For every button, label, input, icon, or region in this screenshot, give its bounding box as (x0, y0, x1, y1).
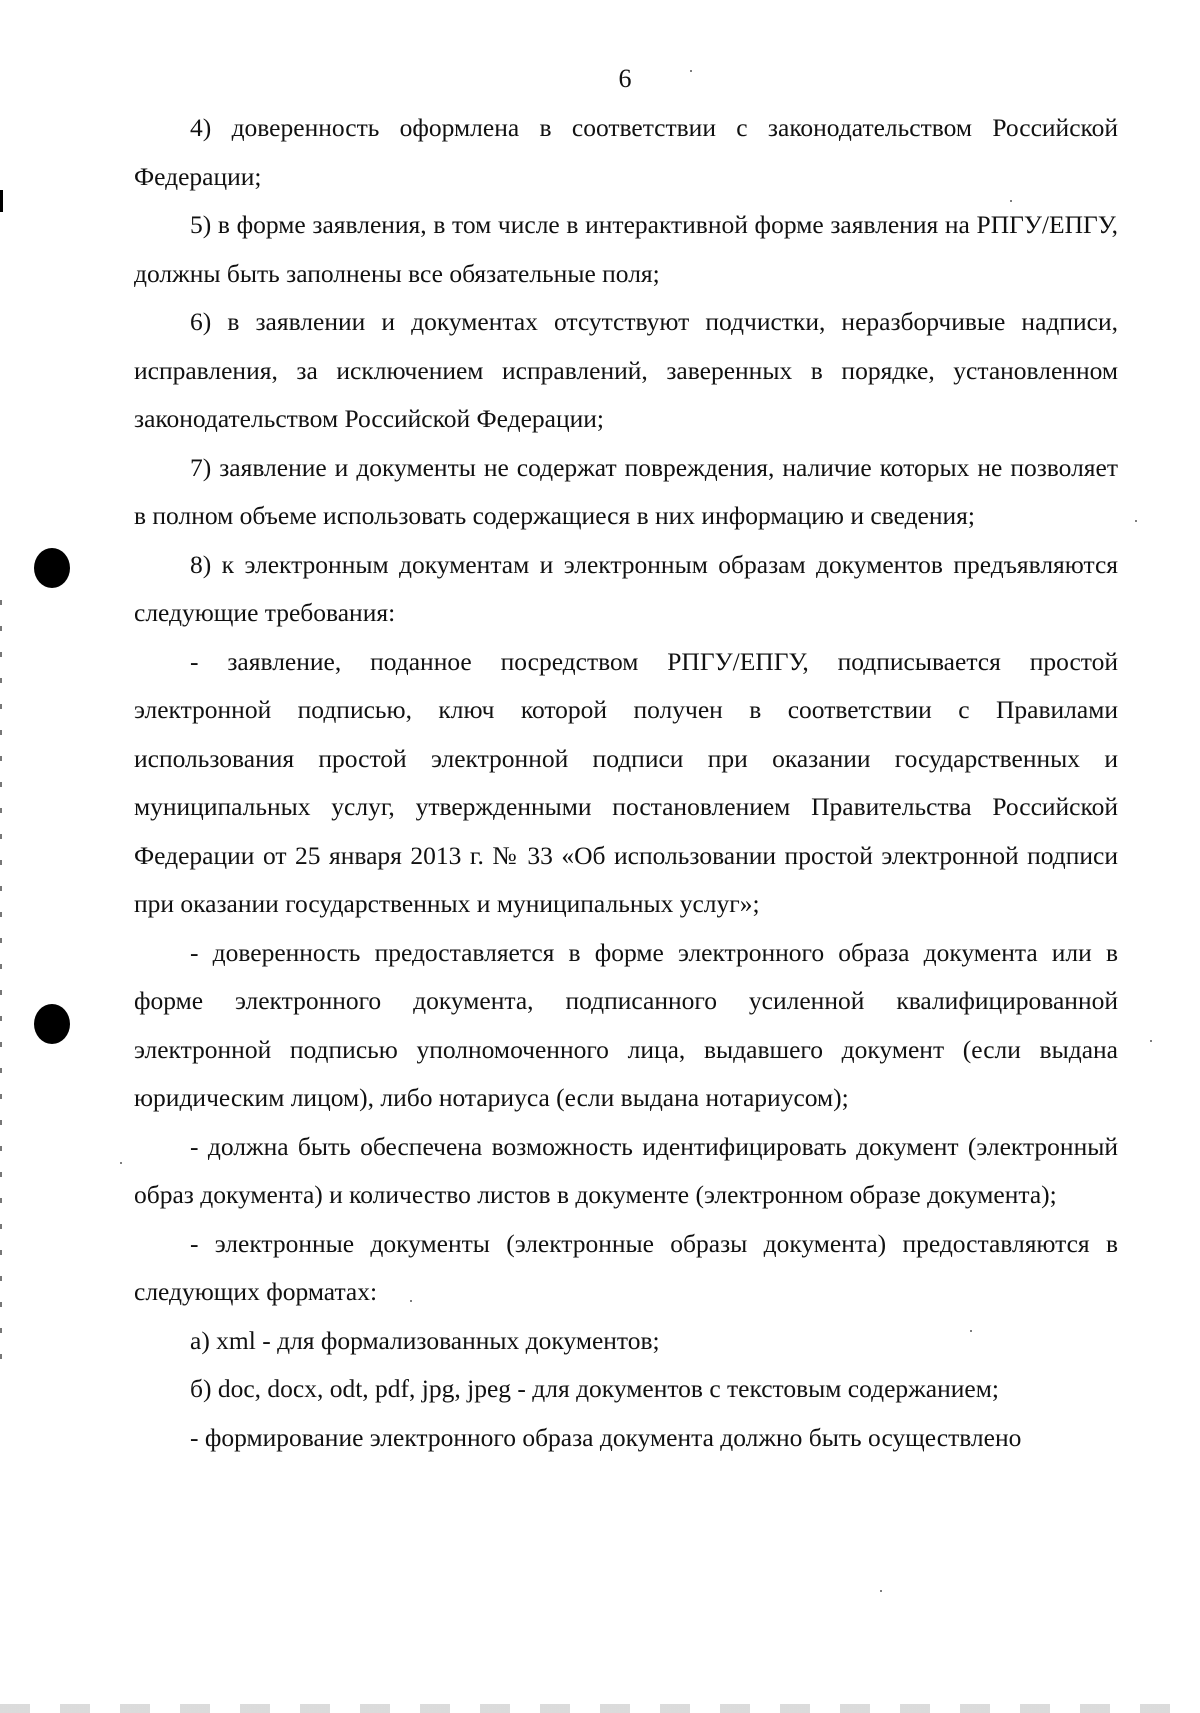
margin-mark (0, 190, 3, 212)
punch-hole (34, 548, 70, 588)
paragraph-item-8: 8) к электронным документам и электронным образам документов предъявляются следующие требования: (134, 549, 1118, 627)
paragraph-item-5: 5) в форме заявления, в том числе в интерактивной форме заявления на РПГУ/ЕПГУ, должны быть заполнены все обязательные поля; (134, 210, 1118, 288)
page-number: 6 (618, 64, 632, 93)
scan-speck (880, 1590, 882, 1592)
paragraph-image-forming: - формирование электронного образа документа должно быть осуществлено (190, 1422, 1022, 1452)
document-body (134, 104, 1118, 1462)
scan-speck (1135, 520, 1137, 522)
paragraph-requirement-identification: - должна быть обеспечена возможность идентифицировать документ (электронный образ документа) и количество листов в документе (электронном образе документа); (134, 1131, 1118, 1209)
scan-speck (120, 1162, 122, 1164)
paragraph-requirement-power-of-attorney: - доверенность предоставляется в форме электронного образа документа или в форме электронного документа, подписанного усиленной квалифицированной электронной подписью уполномоченного лица, выдавшего документ (если выдана юридическим лицом), либо нотариуса (если выдана нотариусом); (134, 937, 1118, 1112)
paragraph-item-6: 6) в заявлении и документах отсутствуют подчистки, неразборчивые надписи, исправления, за исключением исправлений, заверенных в порядке, установленном законодательством Российской Федерации; (134, 307, 1118, 433)
scan-bottom-edge (0, 1704, 1200, 1713)
paragraph-requirement-simple-signature: - заявление, поданное посредством РПГУ/ЕПГУ, подписывается простой электронной подписью, ключ которой получен в соответствии с Правилами использования простой электронной подписи при оказании государственных и муниципальных услуг, утвержденными постановлением Правительства Российской Федерации от 25 января 2013 г. № 33 «Об использовании простой электронной подписи при оказании государственных и муниципальных услуг»; (134, 646, 1118, 918)
paragraph-requirement-formats: - электронные документы (электронные образы документа) предоставляются в следующих форматах: (134, 1228, 1118, 1306)
paragraph-format-xml: а) xml - для формализованных документов; (190, 1325, 660, 1355)
scan-speck (1150, 1040, 1152, 1042)
paragraph-item-4: 4) доверенность оформлена в соответствии с законодательством Российской Федерации; (134, 113, 1118, 191)
punch-hole (34, 1004, 70, 1044)
paragraph-item-7: 7) заявление и документы не содержат повреждения, наличие которых не позволяет в полном объеме использовать содержащиеся в них информацию и сведения; (134, 452, 1118, 530)
binding-edge-marks (0, 600, 2, 1360)
paragraph-format-text: б) doc, docx, odt, pdf, jpg, jpeg - для документов с текстовым содержанием; (190, 1374, 999, 1403)
